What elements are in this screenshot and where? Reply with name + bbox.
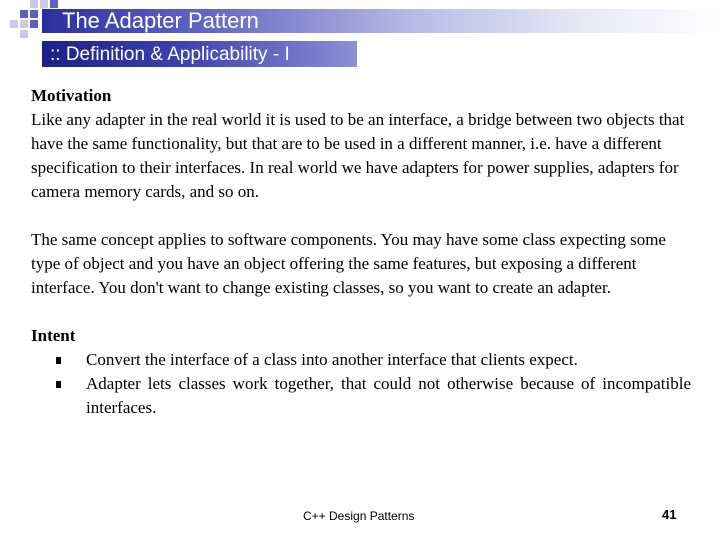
paragraph-spacer <box>31 300 691 324</box>
page-number: 41 <box>662 507 677 522</box>
slide-subtitle: :: Definition & Applicability - I <box>50 44 290 65</box>
footer-text: C++ Design Patterns <box>303 509 415 523</box>
square-bullet-icon <box>56 357 61 364</box>
paragraph-spacer <box>31 204 691 228</box>
intent-bullet-text: Adapter lets classes work together, that could not otherwise because of incompatible interfaces. <box>86 374 691 417</box>
square-bullet-icon <box>56 381 61 388</box>
slide-body <box>31 84 691 420</box>
intent-heading: Intent <box>31 326 76 345</box>
intent-bullet-text: Convert the interface of a class into another interface that clients expect. <box>86 350 578 369</box>
motivation-heading: Motivation <box>31 86 112 105</box>
intent-bullet-item <box>31 372 691 420</box>
slide-title: The Adapter Pattern <box>62 8 259 33</box>
intent-bullet-list <box>31 348 691 420</box>
intent-bullet-item <box>31 348 691 372</box>
motivation-paragraph-1: Like any adapter in the real world it is used to be an interface, a bridge between two objects that have the same functionality, but that are to be used in a different manner, i.e. have a different specification to their interfaces. In real world we have adapters for power supplies, adapters for camera memory cards, and so on. <box>31 110 685 201</box>
motivation-paragraph-2: The same concept applies to software components. You may have some class expecting some type of object and you have an object offering the same features, but exposing a different interface. You don't want to change existing classes, so you want to create an adapter. <box>31 230 666 297</box>
